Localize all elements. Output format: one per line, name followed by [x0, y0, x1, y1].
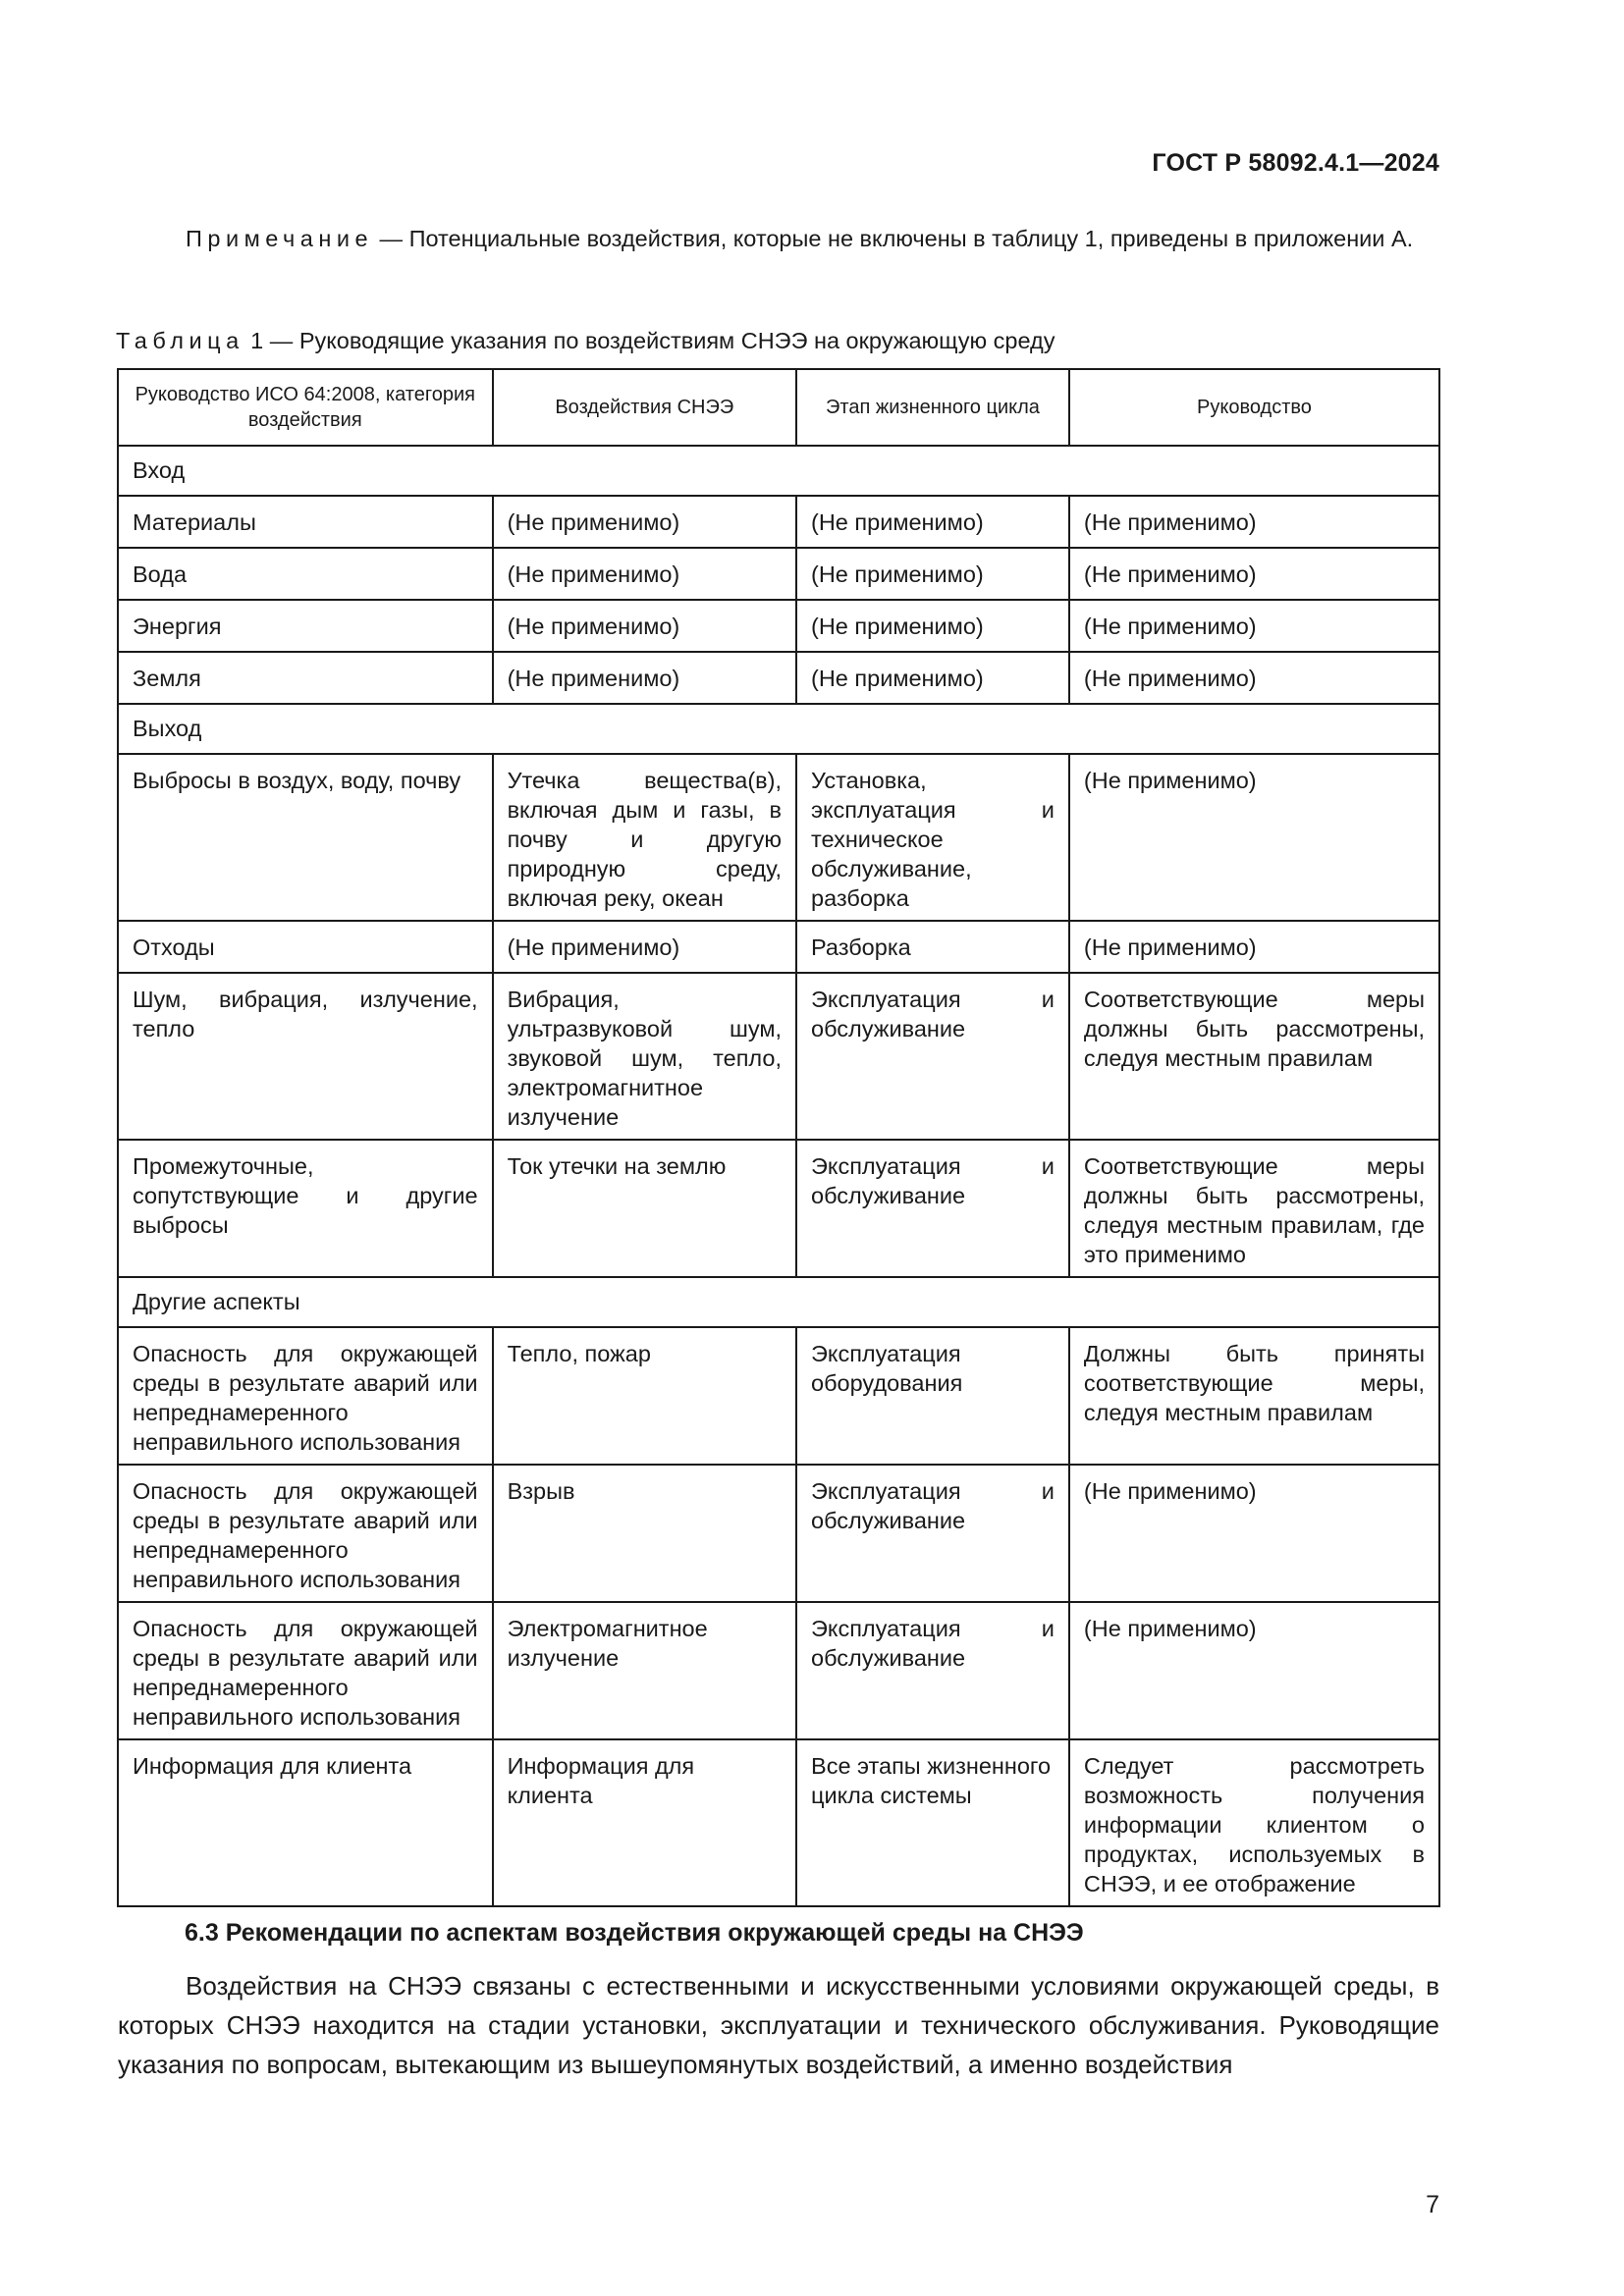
table-row	[118, 496, 1439, 548]
table-cell: Отходы	[118, 921, 493, 973]
table-cell: Промежуточные, сопутствующие и другие выбросы	[118, 1140, 493, 1277]
table-cell: Эксплуатация и обслуживание	[796, 1140, 1069, 1277]
section-label-output: Выход	[118, 704, 1439, 754]
note-text: — Потенциальные воздействия, которые не включены в таблицу 1, приведены в приложении А.	[373, 226, 1414, 251]
table-cell: (Не применимо)	[493, 652, 796, 704]
table-cell: (Не применимо)	[796, 652, 1069, 704]
table-cell: Электромагнитное излучение	[493, 1602, 796, 1739]
table-cell: (Не применимо)	[1069, 754, 1439, 921]
table-cell: Опасность для окружающей среды в результате аварий или непреднамеренного неправильного использования	[118, 1465, 493, 1602]
section-heading: 6.3 Рекомендации по аспектам воздействия окружающей среды на СНЭЭ	[185, 1919, 1084, 1947]
table-cell: (Не применимо)	[493, 921, 796, 973]
section-row	[118, 1277, 1439, 1327]
table-cell: Соответствующие меры должны быть рассмотрены, следуя местным правилам	[1069, 973, 1439, 1140]
table-cell: Материалы	[118, 496, 493, 548]
table-cell: Все этапы жизненного цикла системы	[796, 1739, 1069, 1906]
table-row	[118, 1327, 1439, 1465]
note-label: Примечание	[186, 226, 374, 251]
table-cell: (Не применимо)	[493, 496, 796, 548]
table-caption	[116, 328, 1055, 354]
table-cell: Эксплуатация и обслуживание	[796, 1465, 1069, 1602]
table-cell: Земля	[118, 652, 493, 704]
table-cell: Информация для клиента	[118, 1739, 493, 1906]
table-cell: Ток утечки на землю	[493, 1140, 796, 1277]
section-label-input: Вход	[118, 446, 1439, 496]
table-cell: Опасность для окружающей среды в результате аварий или непреднамеренного неправильного использования	[118, 1602, 493, 1739]
table-row	[118, 973, 1439, 1140]
caption-label: Таблица	[116, 328, 244, 353]
table-cell: Вибрация, ультразвуковой шум, звуковой шум, тепло, электромагнитное излучение	[493, 973, 796, 1140]
column-header: Этап жизненного цикла	[796, 369, 1069, 446]
column-header: Руководство	[1069, 369, 1439, 446]
table-cell: Соответствующие меры должны быть рассмотрены, следуя местным правилам, где это применимо	[1069, 1140, 1439, 1277]
table-cell: Вода	[118, 548, 493, 600]
table-cell: Опасность для окружающей среды в результате аварий или непреднамеренного неправильного использования	[118, 1327, 493, 1465]
table-cell: (Не применимо)	[796, 600, 1069, 652]
table-cell: Утечка вещества(в), включая дым и газы, в почву и другую природную среду, включая реку, океан	[493, 754, 796, 921]
table-cell: (Не применимо)	[1069, 1602, 1439, 1739]
table-cell: Выбросы в воздух, воду, почву	[118, 754, 493, 921]
table-cell: (Не применимо)	[1069, 548, 1439, 600]
table-header-row	[118, 369, 1439, 446]
table-row	[118, 1739, 1439, 1906]
table-row	[118, 754, 1439, 921]
table-cell: (Не применимо)	[493, 548, 796, 600]
table-cell: Информация для клиента	[493, 1739, 796, 1906]
table-row	[118, 1602, 1439, 1739]
table-cell: Эксплуатация оборудования	[796, 1327, 1069, 1465]
section-row	[118, 446, 1439, 496]
table-cell: Должны быть приняты соответствующие меры, следуя местным правилам	[1069, 1327, 1439, 1465]
page-number: 7	[1426, 2191, 1439, 2218]
table-cell: Энергия	[118, 600, 493, 652]
table-cell: (Не применимо)	[1069, 1465, 1439, 1602]
table-row	[118, 600, 1439, 652]
table-row	[118, 1140, 1439, 1277]
impact-table	[117, 368, 1440, 1907]
table-cell: (Не применимо)	[1069, 652, 1439, 704]
table-row	[118, 652, 1439, 704]
column-header: Воздействия СНЭЭ	[493, 369, 796, 446]
table-cell: Взрыв	[493, 1465, 796, 1602]
table-cell: Эксплуатация и обслуживание	[796, 1602, 1069, 1739]
table-cell: Разборка	[796, 921, 1069, 973]
table-cell: (Не применимо)	[493, 600, 796, 652]
table-row	[118, 1465, 1439, 1602]
section-label-other: Другие аспекты	[118, 1277, 1439, 1327]
column-header: Руководство ИСО 64:2008, категория воздействия	[118, 369, 493, 446]
table-cell: (Не применимо)	[1069, 496, 1439, 548]
section-row	[118, 704, 1439, 754]
table-cell: Шум, вибрация, излучение, тепло	[118, 973, 493, 1140]
table-cell: (Не применимо)	[796, 548, 1069, 600]
caption-text: 1 — Руководящие указания по воздействиям СНЭЭ на окружающую среду	[244, 328, 1056, 353]
table-cell: (Не применимо)	[1069, 921, 1439, 973]
table-cell: Установка, эксплуатация и техническое обслуживание, разборка	[796, 754, 1069, 921]
table-cell: (Не применимо)	[796, 496, 1069, 548]
table-cell: Эксплуатация и обслуживание	[796, 973, 1069, 1140]
table-cell: Тепло, пожар	[493, 1327, 796, 1465]
table-row	[118, 548, 1439, 600]
body-paragraph: Воздействия на СНЭЭ связаны с естественными и искусственными условиями окружающей среды, в которых СНЭЭ находится на стадии установки, эксплуатации и технического обслуживания. Руководящие указания по вопросам, вытекающим из вышеупомянутых воздействий, а именно воздействия	[118, 1971, 1439, 2079]
document-id: ГОСТ Р 58092.4.1—2024	[1152, 149, 1439, 177]
table-cell: (Не применимо)	[1069, 600, 1439, 652]
table-row	[118, 921, 1439, 973]
table-note	[118, 224, 1439, 253]
table-cell: Следует рассмотреть возможность получения информации клиентом о продуктах, используемых в СНЭЭ, и ее отображение	[1069, 1739, 1439, 1906]
